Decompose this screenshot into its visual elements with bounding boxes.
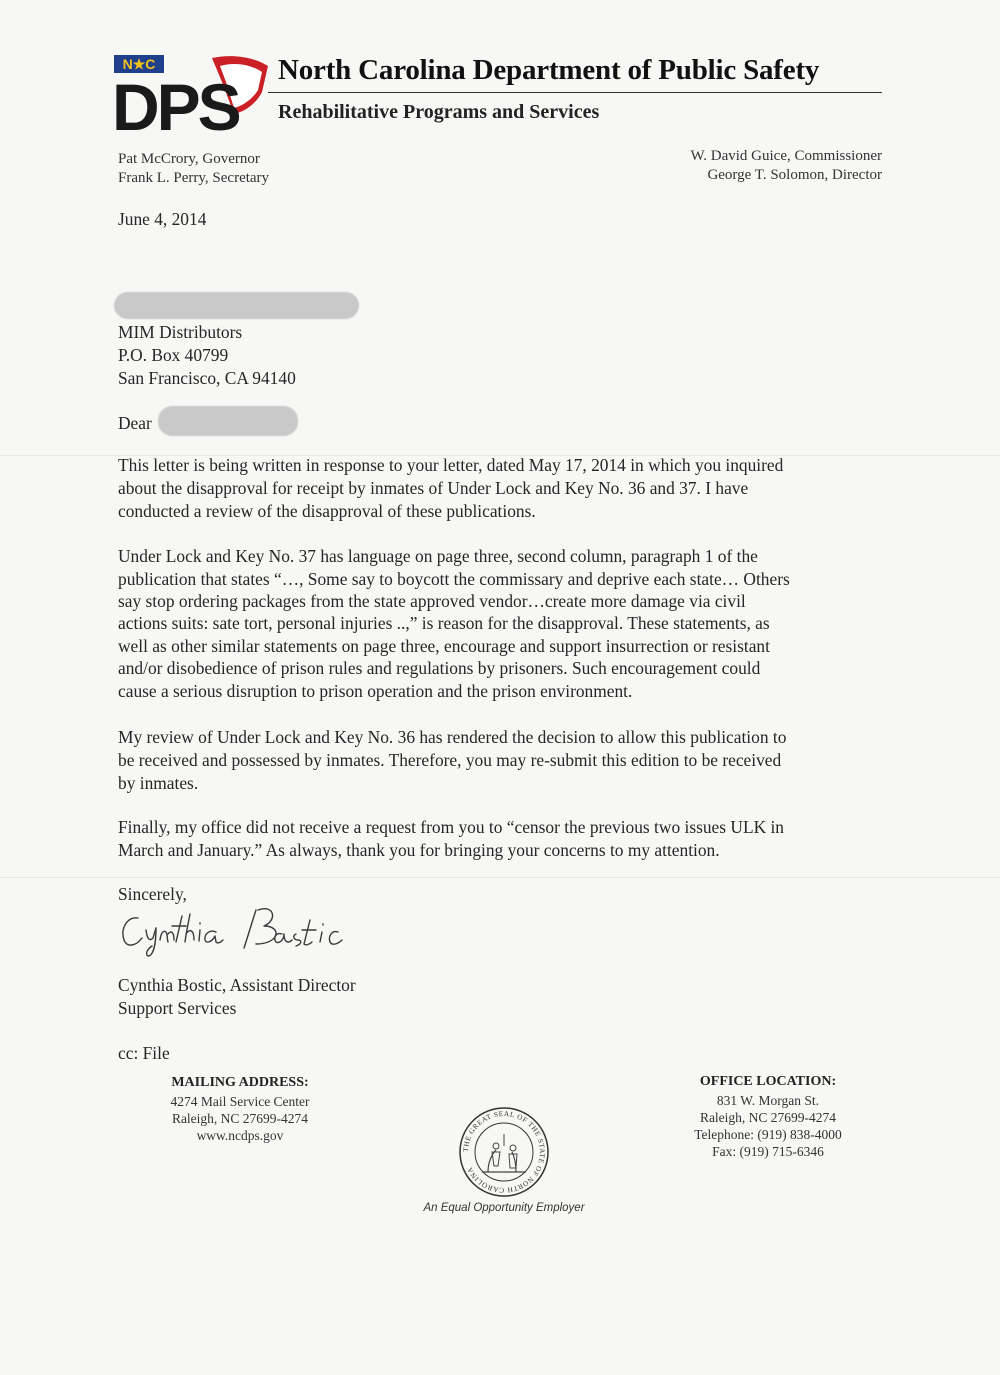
handwritten-signature	[116, 898, 366, 965]
paragraph-line: about the disapproval for receipt by inmates of Under Lock and Key No. 36 and 37. I have	[118, 478, 749, 498]
office-fax: Fax: (919) 715-6346	[712, 1144, 824, 1159]
paragraph-line: actions suits: sate tort, personal injuries ..,” is reason for the disapproval. These statements, as	[118, 613, 770, 633]
paragraph-line: well as other similar statements on page three, encourage and support insurrection or resistant	[118, 636, 770, 656]
paragraph-line: be received and possessed by inmates. Therefore, you may re-submit this edition to be received	[118, 750, 782, 770]
recipient-line: P.O. Box 40799	[118, 345, 229, 365]
official-commissioner: W. David Guice, Commissioner	[690, 148, 882, 164]
mailing-address-line: Raleigh, NC 27699-4274	[171, 1111, 309, 1126]
redacted-name	[114, 292, 359, 319]
logo-dps-text: DPS	[112, 70, 239, 134]
equal-opportunity-statement: An Equal Opportunity Employer	[423, 1202, 585, 1214]
official-secretary: Frank L. Perry, Secretary	[118, 170, 270, 186]
mailing-address-line: 4274 Mail Service Center	[170, 1094, 310, 1109]
dps-logo	[112, 52, 272, 134]
closing: Sincerely,	[118, 884, 187, 904]
paragraph-line: conducted a review of the disapproval of these publications.	[118, 501, 536, 521]
mailing-address-title: MAILING ADDRESS:	[171, 1075, 309, 1090]
signer-department: Support Services	[118, 998, 237, 1018]
recipient-line: San Francisco, CA 94140	[118, 368, 296, 388]
organization-title: North Carolina Department of Public Safety	[278, 54, 820, 86]
office-address-line: 831 W. Morgan St.	[716, 1093, 820, 1108]
paragraph-line: This letter is being written in response to your letter, dated May 17, 2014 in which you inquired	[118, 455, 784, 475]
office-location-title: OFFICE LOCATION:	[699, 1074, 837, 1089]
letter-date: June 4, 2014	[118, 209, 207, 229]
redacted-salutation-name	[158, 406, 298, 436]
office-telephone: Telephone: (919) 838-4000	[694, 1127, 842, 1142]
signer-name: Cynthia Bostic, Assistant Director	[118, 975, 356, 995]
header-rule	[268, 92, 882, 93]
paragraph-line: cause a serious disruption to prison operation and the prison environment.	[118, 681, 633, 701]
paragraph-line: and/or disobedience of prison rules and regulations by prisoners. Such encouragement could	[118, 658, 761, 678]
mailing-address-block	[130, 1075, 350, 1144]
paragraph-line: by inmates.	[118, 773, 199, 793]
paragraph-line: say stop ordering packages from the state approved vendor…create more damage via civil	[118, 591, 746, 611]
logo-small-text: N★C	[122, 56, 156, 72]
office-address-line: Raleigh, NC 27699-4274	[699, 1110, 837, 1125]
paragraph-line: publication that states “…, Some say to boycott the commissary and deprive each state… Others	[118, 569, 790, 589]
official-director: George T. Solomon, Director	[707, 167, 882, 183]
official-governor: Pat McCrory, Governor	[118, 151, 260, 167]
paragraph-line: March and January.” As always, thank you for bringing your concerns to my attention.	[118, 840, 720, 860]
state-seal	[458, 1106, 550, 1203]
division-name: Rehabilitative Programs and Services	[278, 101, 600, 123]
paragraph-line: My review of Under Lock and Key No. 36 has rendered the decision to allow this publication to	[118, 727, 787, 747]
fold-line	[0, 877, 1000, 878]
recipient-line: MIM Distributors	[118, 322, 243, 342]
website-link[interactable]: www.ncdps.gov	[196, 1128, 284, 1143]
paragraph-line: Finally, my office did not receive a request from you to “censor the previous two issues ULK in	[118, 817, 784, 837]
cc-line: cc: File	[118, 1043, 170, 1063]
paragraph-line: Under Lock and Key No. 37 has language on page three, second column, paragraph 1 of the	[118, 546, 758, 566]
office-location-block	[658, 1074, 878, 1160]
seal-text: THE GREAT SEAL OF THE STATE OF NORTH CAROLINA	[461, 1109, 547, 1195]
salutation: Dear	[118, 413, 152, 433]
